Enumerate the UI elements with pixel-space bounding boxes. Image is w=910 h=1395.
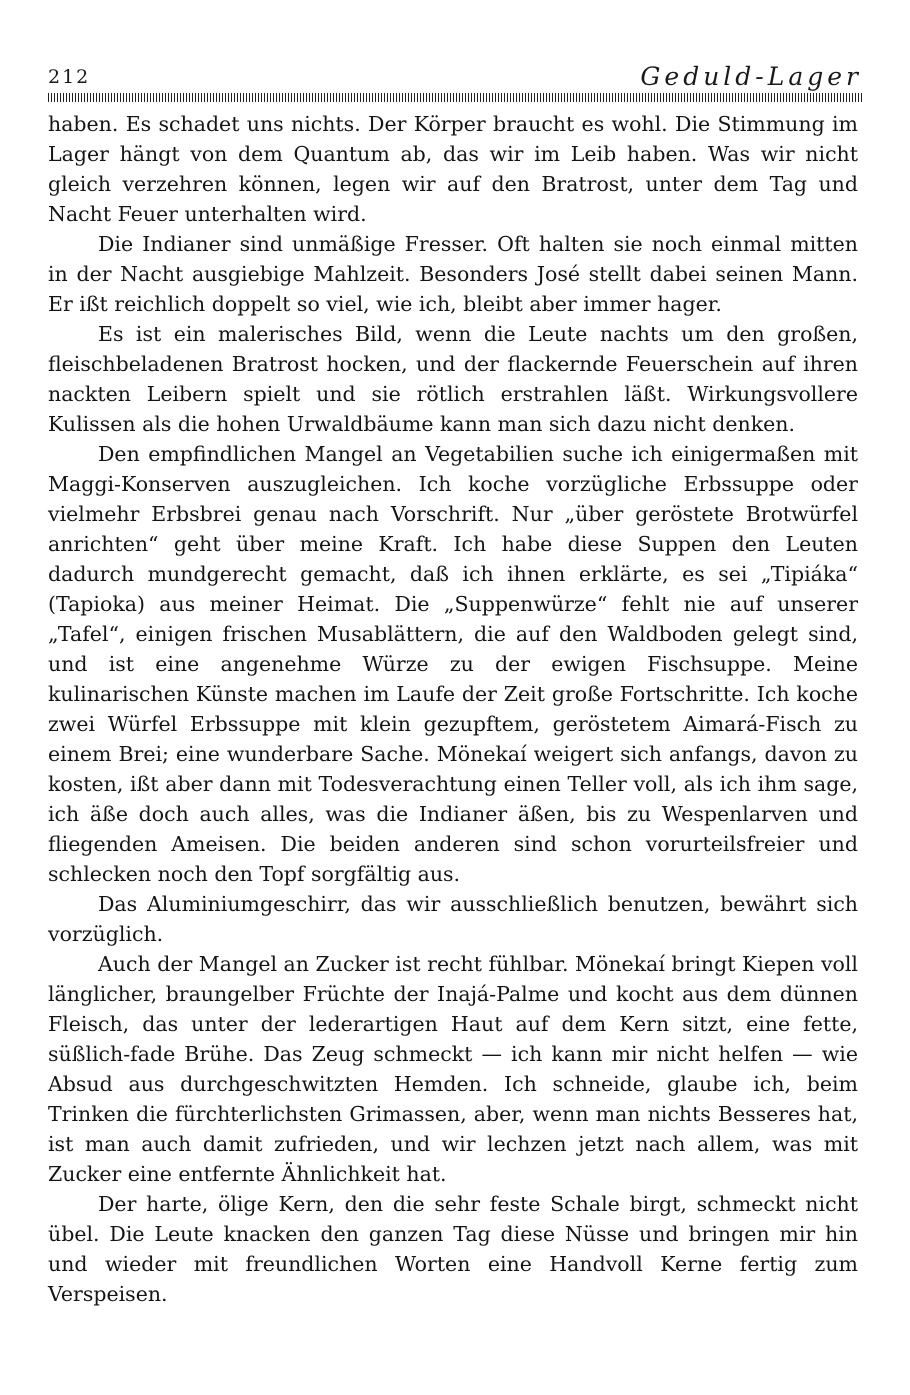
paragraph-2: Die Indianer sind unmäßige Fresser. Oft halten sie noch einmal mitten in der Nacht ausgiebige Mahlzeit. Besonders José stellt dabei seinen Mann. Er ißt reichlich doppelt so viel, wie ich, bleibt aber immer hager. <box>48 232 858 316</box>
header-rule <box>48 93 862 102</box>
paragraph-1: haben. Es schadet uns nichts. Der Körper braucht es wohl. Die Stimmung im Lager hängt von dem Quantum ab, das wir im Leib haben. Was wir nicht gleich verzehren können, legen wir auf den Bratrost, unter dem Tag und Nacht Feuer unterhalten wird. <box>48 112 858 226</box>
paragraph-7: Der harte, ölige Kern, den die sehr feste Schale birgt, schmeckt nicht übel. Die Leute knacken den ganzen Tag diese Nüsse und bringen mir hin und wieder mit freundlichen Worten eine Handvoll Kerne fertig zum Verspeisen. <box>48 1192 858 1306</box>
paragraph-6: Auch der Mangel an Zucker ist recht fühlbar. Mönekaí bringt Kiepen voll länglicher, braungelber Früchte der Inajá-Palme und kocht aus dem dünnen Fleisch, das unter der lederartigen Haut auf dem Kern sitzt, eine fette, süßlich-fade Brühe. Das Zeug schmeckt — ich kann mir nicht helfen — wie Absud aus durchgeschwitzten Hemden. Ich schneide, glaube ich, beim Trinken die fürchterlichsten Grimassen, aber, wenn man nichts Besseres hat, ist man auch damit zufrieden, und wir lechzen jetzt nach allem, was mit Zucker eine entfernte Ähnlichkeit hat. <box>48 952 858 1186</box>
page-header <box>48 64 862 96</box>
paragraph-5: Das Aluminiumgeschirr, das wir ausschließlich benutzen, bewährt sich vorzüglich. <box>48 892 858 946</box>
paragraph-4: Den empfindlichen Mangel an Vegetabilien suche ich einigermaßen mit Maggi-Konserven auszugleichen. Ich koche vorzügliche Erbssuppe oder vielmehr Erbsbrei genau nach Vorschrift. Nur „über geröstete Brotwürfel anrichten“ geht über meine Kraft. Ich habe diese Suppen den Leuten dadurch mundgerecht gemacht, daß ich ihnen erklärte, es sei „Tipiáka“ (Tapioka) aus meiner Heimat. Die „Suppenwürze“ fehlt nie auf unserer „Tafel“, einigen frischen Musablättern, die auf den Waldboden gelegt sind, und ist eine angenehme Würze zu der ewigen Fischsuppe. Meine kulinarischen Künste machen im Laufe der Zeit große Fortschritte. Ich koche zwei Würfel Erbssuppe mit klein gezupftem, geröstetem Aimará-Fisch zu einem Brei; eine wunderbare Sache. Mönekaí weigert sich anfangs, davon zu kosten, ißt aber dann mit Todesverachtung einen Teller voll, als ich ihm sage, ich äße doch auch alles, was die Indianer äßen, bis zu Wespenlarven und fliegenden Ameisen. Die beiden anderen sind schon vorurteilsfreier und schlecken noch den Topf sorgfältig aus. <box>48 442 858 886</box>
paragraph-3: Es ist ein malerisches Bild, wenn die Leute nachts um den großen, fleischbeladenen Bratrost hocken, und der flackernde Feuerschein auf ihren nackten Leibern spielt und sie rötlich erstrahlen läßt. Wirkungsvollere Kulissen als die hohen Urwaldbäume kann man sich dazu nicht denken. <box>48 322 858 436</box>
running-title: Geduld-Lager <box>640 62 862 91</box>
body-text <box>48 109 858 1309</box>
page-number: 212 <box>48 66 91 88</box>
